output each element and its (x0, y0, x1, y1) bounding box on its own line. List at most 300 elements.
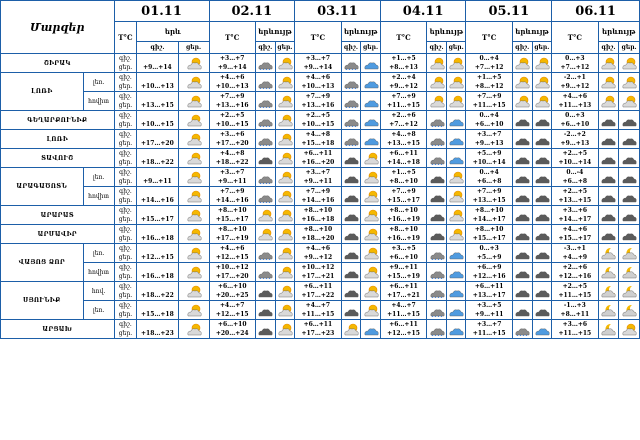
night-weather-icon (255, 225, 275, 244)
night-weather-icon (598, 301, 619, 320)
weather-icon (178, 263, 209, 282)
temperature-range: +8…+10 +18…+20 (295, 225, 341, 244)
temperature-value: +18…+23 (137, 320, 178, 339)
night-day-label: գիշ. ցեր. (114, 73, 137, 92)
day-weather-icon (361, 301, 381, 320)
day-weather-icon (275, 206, 295, 225)
weather-icon (178, 206, 209, 225)
night-weather-icon (427, 149, 447, 168)
temperature-range: +2…+5 +11…+15 (552, 282, 598, 301)
day-weather-icon (532, 206, 552, 225)
night-weather-icon (598, 73, 619, 92)
temperature-range: +4…+8 +13…+15 (380, 130, 426, 149)
night-weather-icon (598, 168, 619, 187)
day-weather-icon (619, 225, 640, 244)
day-weather-icon (361, 54, 381, 73)
night-day-label: գիշ. ցեր. (114, 149, 137, 168)
temperature-range: +3…+7 +9…+13 (466, 130, 512, 149)
night-weather-icon (512, 130, 532, 149)
day-weather-icon (532, 54, 552, 73)
temperature-range: +3…+6 +17…+20 (209, 130, 255, 149)
phenomenon-col-header: երևույթ (512, 22, 551, 42)
day-col-header: ցեր. (619, 42, 640, 54)
temperature-range: +3…+7 +11…+15 (466, 320, 512, 339)
temperature-range: 0…+4 +6…+10 (466, 111, 512, 130)
temperature-range: +2…+5 +10…+14 (552, 149, 598, 168)
day-weather-icon (619, 320, 640, 339)
temperature-range: +3…+5 +6…+10 (380, 244, 426, 263)
weather-icon (178, 92, 209, 111)
subregion-label: լեռ. (83, 244, 114, 263)
temperature-range: +2…+6 +12…+16 (552, 263, 598, 282)
temperature-range: +7…+9 +13…+16 (295, 92, 341, 111)
weather-icon (178, 187, 209, 206)
temperature-range: +7…+9 +11…+15 (380, 92, 426, 111)
day-weather-icon (532, 73, 552, 92)
night-weather-icon (255, 73, 275, 92)
temperature-range: +7…+9 +14…+16 (209, 187, 255, 206)
phenomenon-col-header: երևույթ (255, 22, 294, 42)
day-weather-icon (446, 206, 466, 225)
temp-col-header: T°C (380, 22, 426, 54)
table-row (1, 187, 640, 206)
night-weather-icon (341, 92, 361, 111)
night-weather-icon (427, 187, 447, 206)
night-weather-icon (341, 111, 361, 130)
region-name: ՏԱՎՈՒՇ (1, 149, 115, 168)
day-weather-icon (446, 111, 466, 130)
day-header-3: 03.11 (295, 1, 381, 22)
temperature-value: +10…+13 (137, 73, 178, 92)
night-day-label: գիշ. ցեր. (114, 54, 137, 73)
night-weather-icon (598, 187, 619, 206)
day-weather-icon (275, 73, 295, 92)
temperature-range: -3…+1 +4…+9 (552, 244, 598, 263)
temperature-value: +17…+20 (137, 130, 178, 149)
night-weather-icon (598, 282, 619, 301)
night-weather-icon (598, 206, 619, 225)
temperature-range: +5…+9 +10…+14 (466, 149, 512, 168)
night-weather-icon (341, 320, 361, 339)
day-weather-icon (446, 263, 466, 282)
temperature-value: +13…+15 (137, 92, 178, 111)
night-weather-icon (255, 130, 275, 149)
table-row (1, 73, 640, 92)
night-weather-icon (427, 111, 447, 130)
temperature-range: +6…+11 +13…+17 (466, 282, 512, 301)
day-weather-icon (275, 54, 295, 73)
day-weather-icon (619, 168, 640, 187)
day-weather-icon (361, 244, 381, 263)
table-row (1, 206, 640, 225)
region-name: ԳԵՂԱՐՔՈՒՆԻՔ (1, 111, 115, 130)
temperature-range: +8…+10 +14…+17 (466, 206, 512, 225)
region-name: ԱՐԱԳԱԾՈՏՆ (1, 168, 84, 206)
temperature-range: +3…+7 +9…+14 (295, 54, 341, 73)
day-col-header: ցեր. (275, 42, 295, 54)
day-weather-icon (275, 111, 295, 130)
night-weather-icon (512, 225, 532, 244)
night-weather-icon (598, 130, 619, 149)
night-weather-icon (427, 244, 447, 263)
night-weather-icon (512, 263, 532, 282)
temperature-range: +2…+4 +9…+12 (380, 73, 426, 92)
temperature-range: +4…+8 +15…+18 (295, 130, 341, 149)
temperature-range: +7…+9 +15…+17 (380, 187, 426, 206)
night-weather-icon (427, 225, 447, 244)
day-col-header: ցեր. (361, 42, 381, 54)
night-weather-icon (341, 149, 361, 168)
night-col-header: գիշ. (512, 42, 532, 54)
subregion-label: հով. (83, 282, 114, 301)
day-header-4: 04.11 (380, 1, 466, 22)
temperature-value: +16…+18 (137, 263, 178, 282)
weather-icon (178, 73, 209, 92)
temperature-range: +8…+10 +16…+18 (295, 206, 341, 225)
night-weather-icon (512, 206, 532, 225)
temperature-range: +2…+5 +10…+15 (295, 111, 341, 130)
day-weather-icon (619, 301, 640, 320)
night-weather-icon (255, 168, 275, 187)
temperature-value: +18…+22 (137, 149, 178, 168)
temperature-range: +7…+9 +13…+15 (466, 187, 512, 206)
table-row (1, 244, 640, 263)
temp-col-header: T°C (552, 22, 598, 54)
night-weather-icon (598, 111, 619, 130)
temperature-range: +4…+7 +11…+15 (380, 301, 426, 320)
day-weather-icon (275, 282, 295, 301)
temperature-range: +6…+11 +17…+22 (295, 282, 341, 301)
temperature-range: -2…+1 +9…+12 (552, 73, 598, 92)
temperature-range: +7…+9 +13…+16 (209, 92, 255, 111)
night-weather-icon (341, 206, 361, 225)
night-weather-icon (598, 320, 619, 339)
day-weather-icon (446, 225, 466, 244)
temperature-range: +4…+6 +10…+13 (295, 73, 341, 92)
temperature-range: 0…-4 +6…+8 (552, 168, 598, 187)
day-weather-icon (446, 282, 466, 301)
day-weather-icon (361, 320, 381, 339)
day-col-header: ցեր. (446, 42, 466, 54)
region-name: ԱՐԱՐԱՏ (1, 206, 115, 225)
table-row (1, 320, 640, 339)
night-weather-icon (512, 54, 532, 73)
night-weather-icon (255, 320, 275, 339)
temperature-range: +4…+6 +10…+13 (209, 73, 255, 92)
day-header-2: 02.11 (209, 1, 295, 22)
weather-icon (178, 282, 209, 301)
day-weather-icon (532, 168, 552, 187)
phenomenon-col-header: երևույթ (341, 22, 380, 42)
table-row (1, 130, 640, 149)
table-row (1, 54, 640, 73)
region-name: ԱՐՑԱԽ (1, 320, 115, 339)
day-weather-icon (275, 263, 295, 282)
temp-col-header: T°C (295, 22, 341, 54)
night-weather-icon (255, 244, 275, 263)
night-weather-icon (512, 320, 532, 339)
night-weather-icon (341, 263, 361, 282)
night-weather-icon (512, 301, 532, 320)
day-weather-icon (275, 168, 295, 187)
night-day-label: գիշ. ցեր. (114, 111, 137, 130)
night-day-label: գիշ. ցեր. (114, 225, 137, 244)
temperature-range: 0…+3 +6…+10 (552, 111, 598, 130)
night-weather-icon (598, 92, 619, 111)
subregion-label: լեռ. (83, 168, 114, 187)
day-weather-icon (532, 244, 552, 263)
table-row (1, 263, 640, 282)
day-weather-icon (275, 244, 295, 263)
weather-icon (178, 130, 209, 149)
temperature-range: +6…+11 +17…+21 (380, 282, 426, 301)
night-weather-icon (341, 282, 361, 301)
day-weather-icon (532, 225, 552, 244)
temperature-value: +15…+17 (137, 206, 178, 225)
temperature-range: +1…+5 +8…+12 (466, 73, 512, 92)
night-weather-icon (255, 92, 275, 111)
night-weather-icon (341, 244, 361, 263)
day-weather-icon (275, 130, 295, 149)
night-weather-icon (427, 301, 447, 320)
region-name: ԼՈՌԻ (1, 130, 115, 149)
night-weather-icon (255, 187, 275, 206)
night-weather-icon (427, 263, 447, 282)
day-weather-icon (275, 92, 295, 111)
night-weather-icon (255, 301, 275, 320)
night-weather-icon (341, 301, 361, 320)
region-name: ԼՈՌԻ (1, 73, 84, 111)
temperature-range: +1…+5 +8…+10 (380, 168, 426, 187)
day-weather-icon (446, 301, 466, 320)
temperature-range: +4…+7 +12…+15 (209, 301, 255, 320)
temperature-range: +3…+7 +9…+14 (209, 54, 255, 73)
temperature-range: +6…+11 +14…+18 (380, 149, 426, 168)
temperature-range: +3…+6 +14…+17 (552, 206, 598, 225)
subregion-label: հովիտ (83, 187, 114, 206)
night-day-label: գիշ. ցեր. (114, 206, 137, 225)
temperature-range: +8…+10 +16…+19 (380, 206, 426, 225)
night-weather-icon (255, 149, 275, 168)
subregion-label: հովիտ (83, 92, 114, 111)
temperature-range: -2…+2 +9…+13 (552, 130, 598, 149)
temperature-range: +3…+5 +9…+11 (466, 301, 512, 320)
temperature-range: +2…+5 +10…+15 (209, 111, 255, 130)
night-col-header: գիշ. (427, 42, 447, 54)
night-weather-icon (341, 73, 361, 92)
night-weather-icon (255, 282, 275, 301)
table-row (1, 301, 640, 320)
day-weather-icon (446, 244, 466, 263)
night-weather-icon (427, 320, 447, 339)
temperature-range: +8…+10 +15…+17 (209, 206, 255, 225)
subregion-label: լեռ. (83, 73, 114, 92)
day-weather-icon (532, 92, 552, 111)
night-weather-icon (512, 149, 532, 168)
night-weather-icon (427, 73, 447, 92)
temperature-range: +3…+6 +11…+15 (552, 320, 598, 339)
weather-icon (178, 54, 209, 73)
phenomenon-col-header: երևույթ (427, 22, 466, 42)
day-weather-icon (619, 206, 640, 225)
day-weather-icon (275, 225, 295, 244)
night-weather-icon (598, 244, 619, 263)
night-weather-icon (598, 263, 619, 282)
table-row (1, 92, 640, 111)
temp-col-header: T°C (209, 22, 255, 54)
day-weather-icon (532, 111, 552, 130)
temperature-value: +18…+22 (137, 282, 178, 301)
night-col-header: գիշ. (137, 42, 178, 54)
temperature-range: +8…+10 +16…+19 (380, 225, 426, 244)
day-weather-icon (361, 187, 381, 206)
temperature-range: +6…+10 +20…+25 (209, 282, 255, 301)
temperature-range: 0…+3 +5…+9 (466, 244, 512, 263)
day-weather-icon (532, 263, 552, 282)
weather-icon (178, 149, 209, 168)
temperature-range: +2…+5 +13…+15 (552, 187, 598, 206)
temperature-range: +6…+11 +12…+15 (380, 320, 426, 339)
night-weather-icon (341, 168, 361, 187)
temperature-range: +4…+6 +15…+17 (552, 225, 598, 244)
temperature-range: +6…+11 +17…+23 (295, 320, 341, 339)
temperature-range: +6…+9 +12…+16 (466, 263, 512, 282)
night-weather-icon (427, 206, 447, 225)
temperature-value: +10…+15 (137, 111, 178, 130)
day-weather-icon (619, 187, 640, 206)
night-day-label: գիշ. ցեր. (114, 320, 137, 339)
night-weather-icon (598, 54, 619, 73)
table-row (1, 168, 640, 187)
day-weather-icon (275, 149, 295, 168)
day-weather-icon (275, 301, 295, 320)
day-weather-icon (619, 92, 640, 111)
day-weather-icon (361, 149, 381, 168)
day-weather-icon (361, 168, 381, 187)
day-weather-icon (619, 263, 640, 282)
weather-icon (178, 244, 209, 263)
phenomenon-col-header: երև (137, 22, 209, 42)
night-weather-icon (512, 244, 532, 263)
temperature-range: +7…+9 +14…+16 (295, 187, 341, 206)
temperature-range: +6…+11 +16…+20 (295, 149, 341, 168)
day-weather-icon (619, 111, 640, 130)
regions-header: Մարզեր (1, 1, 115, 54)
night-weather-icon (512, 73, 532, 92)
day-weather-icon (619, 244, 640, 263)
table-row (1, 111, 640, 130)
night-weather-icon (341, 225, 361, 244)
day-weather-icon (532, 187, 552, 206)
day-weather-icon (361, 111, 381, 130)
temperature-range: 0…+4 +7…+12 (466, 54, 512, 73)
day-weather-icon (446, 73, 466, 92)
temperature-range: +8…+10 +17…+19 (209, 225, 255, 244)
day-weather-icon (446, 187, 466, 206)
night-day-label: գիշ. ցեր. (114, 282, 137, 301)
temperature-range: +8…+10 +15…+17 (466, 225, 512, 244)
table-row (1, 225, 640, 244)
night-weather-icon (598, 149, 619, 168)
weather-icon (178, 168, 209, 187)
night-weather-icon (255, 54, 275, 73)
temperature-range: +4…+6 +12…+15 (209, 244, 255, 263)
day-weather-icon (532, 320, 552, 339)
night-day-label: գիշ. ցեր. (114, 92, 137, 111)
night-weather-icon (512, 92, 532, 111)
day-weather-icon (619, 54, 640, 73)
day-weather-icon (275, 320, 295, 339)
night-day-label: գիշ. ցեր. (114, 130, 137, 149)
day-weather-icon (532, 149, 552, 168)
day-weather-icon (446, 168, 466, 187)
region-name: ՍՅՈՒՆԻՔ (1, 282, 84, 320)
night-day-label: գիշ. ցեր. (114, 301, 137, 320)
day-weather-icon (361, 225, 381, 244)
phenomenon-col-header: երևույթ (598, 22, 639, 42)
day-weather-icon (619, 73, 640, 92)
day-col-header: ցեր. (178, 42, 209, 54)
day-weather-icon (532, 301, 552, 320)
temperature-value: +9…+11 (137, 168, 178, 187)
day-weather-icon (361, 263, 381, 282)
temp-col-header: T°C (114, 22, 137, 54)
day-weather-icon (446, 320, 466, 339)
night-weather-icon (512, 168, 532, 187)
night-col-header: գիշ. (341, 42, 361, 54)
temperature-range: +2…+6 +7…+12 (380, 111, 426, 130)
temperature-range: +3…+7 +9…+11 (295, 168, 341, 187)
temperature-range: 0…+4 +6…+8 (466, 168, 512, 187)
temp-col-header: T°C (466, 22, 512, 54)
night-weather-icon (427, 92, 447, 111)
night-weather-icon (427, 54, 447, 73)
temperature-range: +4…+7 +11…+15 (295, 301, 341, 320)
night-day-label: գիշ. ցեր. (114, 244, 137, 263)
night-col-header: գիշ. (598, 42, 619, 54)
night-day-label: գիշ. ցեր. (114, 187, 137, 206)
weather-icon (178, 225, 209, 244)
region-name: ԱՐՄԱՎԻՐ (1, 225, 115, 244)
temperature-range: +10…+12 +17…+21 (295, 263, 341, 282)
night-weather-icon (427, 130, 447, 149)
night-weather-icon (512, 187, 532, 206)
temperature-range: +6…+10 +20…+24 (209, 320, 255, 339)
day-weather-icon (446, 130, 466, 149)
night-weather-icon (512, 111, 532, 130)
day-col-header: ցեր. (532, 42, 552, 54)
temperature-value: +9…+14 (137, 54, 178, 73)
night-weather-icon (255, 263, 275, 282)
day-weather-icon (361, 206, 381, 225)
day-weather-icon (619, 130, 640, 149)
night-weather-icon (341, 187, 361, 206)
table-row (1, 282, 640, 301)
subregion-label: հովիտ (83, 263, 114, 282)
temperature-range: +4…+6 +9…+12 (295, 244, 341, 263)
day-header-5: 05.11 (466, 1, 552, 22)
night-weather-icon (427, 168, 447, 187)
night-weather-icon (598, 225, 619, 244)
night-day-label: գիշ. ցեր. (114, 263, 137, 282)
day-header-1: 01.11 (114, 1, 209, 22)
night-day-label: գիշ. ցեր. (114, 168, 137, 187)
day-weather-icon (361, 73, 381, 92)
temperature-value: +16…+18 (137, 225, 178, 244)
temperature-range: +4…+6 +11…+13 (552, 92, 598, 111)
day-weather-icon (446, 92, 466, 111)
temperature-range: -1…+3 +8…+11 (552, 301, 598, 320)
